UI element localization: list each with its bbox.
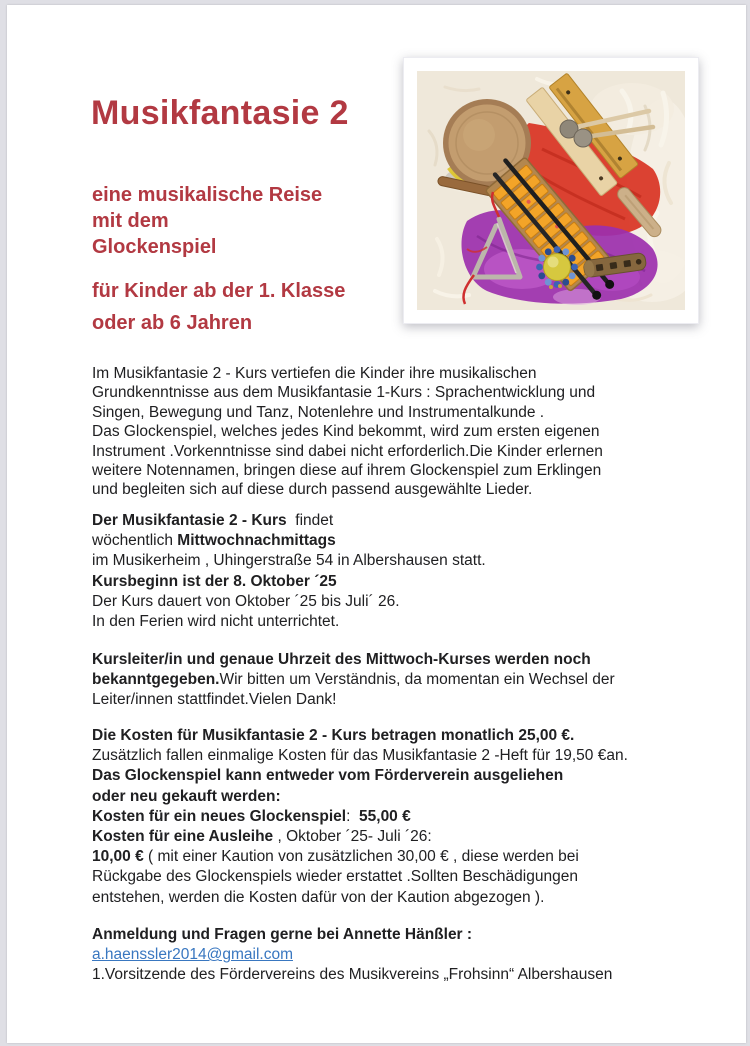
text-line [92, 965, 612, 985]
text-line [92, 690, 615, 710]
text-segment: findet [286, 512, 334, 529]
text-segment: Singen, Bewegung und Tanz, Notenlehre und Instrumentalkunde . [92, 403, 545, 421]
text-line [92, 766, 628, 786]
contact-section [92, 925, 612, 986]
text-line [92, 592, 486, 612]
text-line [92, 461, 603, 480]
text-segment: Leiter/innen stattfindet.Vielen Dank! [92, 691, 337, 709]
text-line [92, 827, 628, 847]
text-line [92, 572, 486, 592]
text-line [92, 746, 628, 766]
audience-heading [92, 275, 345, 339]
instruments-photo [403, 57, 699, 324]
text-line [92, 531, 486, 551]
text-segment: Die Kosten für Musikfantasie 2 - Kurs betragen monatlich 25,00 €. [92, 727, 575, 744]
text-line [92, 787, 628, 807]
text-segment: weitere Notennamen, bringen diese auf ihrem Glockenspiel zum Erklingen [92, 462, 602, 480]
costs-section [92, 726, 628, 908]
text-segment: Grundkenntnisse aus dem Musikfantasie 1-Kurs : Sprachentwicklung und [92, 384, 596, 402]
text-segment: In den Ferien wird nicht unterrichtet. [92, 613, 340, 631]
audience-line: oder ab 6 Jahren [92, 312, 253, 334]
text-line [92, 551, 486, 571]
text-line [92, 807, 628, 827]
text-segment: Mittwochnachmittags [177, 532, 336, 550]
audience-line: für Kinder ab der 1. Klasse [92, 280, 346, 302]
email-link[interactable]: a.haenssler2014@gmail.com [92, 946, 293, 964]
text-line [92, 670, 615, 690]
intro-paragraph [92, 364, 603, 500]
course-subtitle [92, 182, 322, 260]
text-line [92, 422, 603, 441]
text-line [92, 511, 486, 531]
text-line [92, 888, 628, 908]
text-segment: Der Musikfantasie 2 - Kurs [92, 512, 287, 529]
page-title: Musikfantasie 2 [91, 94, 349, 132]
text-segment: Kursleiter/in und genaue Uhrzeit des Mittwoch-Kurses werden noch [92, 651, 591, 668]
text-segment: Das Glockenspiel, welches jedes Kind bekommt, wird zum ersten eigenen [92, 423, 600, 441]
text-segment: Instrument .Vorkenntnisse sind dabei nicht erforderlich.Die Kinder erlernen [92, 442, 603, 460]
text-segment: 1.Vorsitzende des Fördervereins des Musikvereins „Frohsinn“ Albershausen [92, 966, 613, 984]
text-line [92, 480, 603, 499]
text-line [92, 403, 603, 422]
text-segment: und begleiten sich auf diese durch passend ausgewählte Lieder. [92, 481, 533, 499]
text-segment: Kursbeginn ist der 8. Oktober ´25 [92, 572, 337, 590]
flyer-page [7, 5, 746, 1043]
text-segment: Kosten für eine Ausleihe [92, 828, 274, 846]
leader-note-section [92, 650, 615, 711]
text-line [92, 945, 612, 965]
text-segment: Der Kurs dauert von Oktober ´25 bis Juli´ 26. [92, 592, 400, 610]
text-line [92, 442, 603, 461]
text-segment: Im Musikfantasie 2 - Kurs vertiefen die Kinder ihre musikalischen [92, 365, 537, 382]
instruments-photo-image [417, 71, 685, 310]
schedule-section [92, 511, 486, 632]
subtitle-line: eine musikalische Reise [92, 184, 323, 206]
text-segment: oder neu gekauft werden: [92, 787, 281, 805]
text-segment: entstehen, werden die Kosten dafür von der Kaution abgezogen ). [92, 888, 545, 906]
text-line [92, 364, 603, 383]
text-line [92, 726, 628, 746]
text-segment: im Musikerheim , Uhingerstraße 54 in Albershausen statt. [92, 552, 486, 570]
text-line [92, 847, 628, 867]
text-line [92, 867, 628, 887]
text-segment: Rückgabe des Glockenspiels wieder erstattet .Sollten Beschädigungen [92, 868, 578, 886]
text-line [92, 925, 612, 945]
text-segment: Das Glockenspiel kann entweder vom Förderverein ausgeliehen [92, 767, 564, 785]
text-segment: , Oktober ´25- Juli ´26: [273, 828, 432, 846]
text-segment: 55,00 € [359, 807, 411, 825]
text-segment: : [346, 807, 360, 825]
text-segment: Anmeldung und Fragen gerne bei Annette Hänßler : [92, 926, 473, 943]
text-segment: Zusätzlich fallen einmalige Kosten für das Musikfantasie 2 -Heft für 19,50 €an. [92, 747, 628, 765]
text-line [92, 383, 603, 402]
text-segment: 10,00 € [92, 848, 144, 866]
subtitle-line: Glockenspiel [92, 236, 217, 258]
text-line [92, 612, 486, 632]
text-segment: bekanntgegeben. [92, 671, 220, 689]
subtitle-line: mit dem [92, 210, 169, 232]
text-segment: wöchentlich [92, 532, 178, 550]
text-segment: Wir bitten um Verständnis, da momentan ein Wechsel der [219, 671, 615, 689]
text-segment: Kosten für ein neues Glockenspiel [92, 807, 347, 825]
text-line [92, 650, 615, 670]
text-segment: ( mit einer Kaution von zusätzlichen 30,00 € , diese werden bei [143, 848, 579, 866]
